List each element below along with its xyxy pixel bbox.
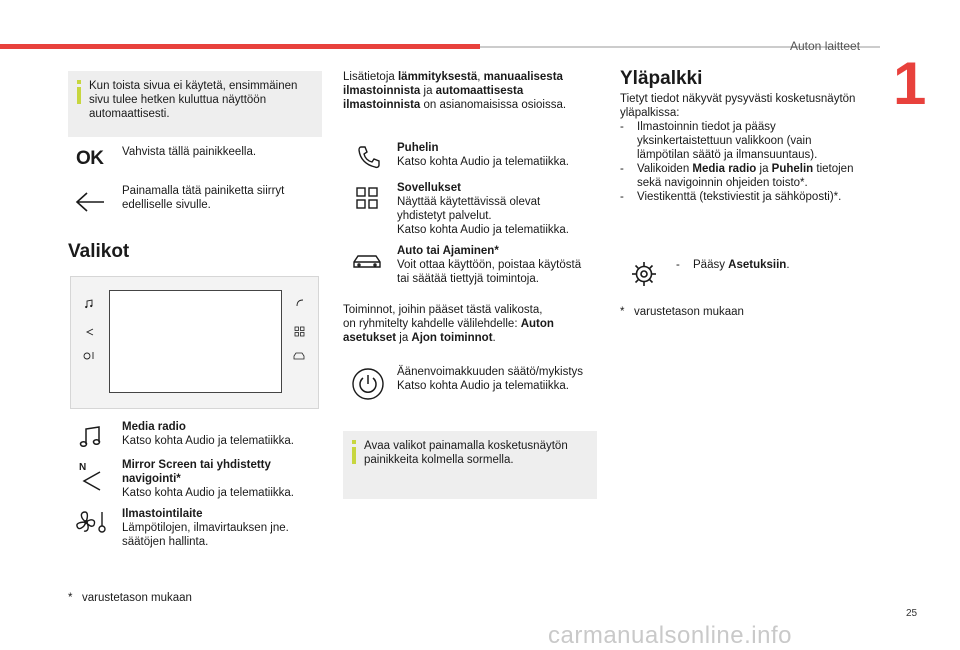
bullet-dash: - [620,163,624,175]
car-desc-line1: Voit ottaa käyttöön, poistaa käytöstä [397,259,582,271]
phone-icon [356,144,382,170]
intro-line3: ilmastoinnista on asianomaisissa osioissa. [343,99,567,111]
bullet2-line1: Valikoiden Media radio ja Puhelin tietojen [637,163,854,175]
mirror-screen-title-line2: navigointi* [122,473,181,485]
touchscreen-illustration [70,276,319,409]
car-title: Auto tai Ajaminen* [397,245,499,257]
media-radio-title: Media radio [122,421,186,433]
bullet2-line2: sekä navigoinnin ohjeiden toisto*. [637,177,808,189]
info-box-three-fingers [343,431,597,499]
info-icon [352,440,356,464]
section-title: Auton laitteet [790,39,861,53]
mirror-screen-title-line1: Mirror Screen tai yhdistetty [122,459,271,471]
info-icon [77,80,81,104]
top-bar-heading: Yläpalkki [620,68,703,89]
climate-desc-line1: Lämpötilojen, ilmavirtauksen jne. [122,522,289,534]
phone-title: Puhelin [397,142,439,154]
ok-description: Vahvista tällä painikkeella. [122,146,257,158]
bullet-dash: - [620,121,624,133]
back-arrow-icon [74,190,106,214]
phone-icon [295,298,305,308]
settings-description: Pääsy Asetuksiin. [693,259,790,271]
climate-fan-icon [74,509,108,535]
bullet-dash: - [620,191,624,203]
footnote-text: varustetason mukaan [82,592,192,604]
header-red-bar [0,44,480,49]
page-number: 25 [906,608,918,619]
power-button-icon [351,367,385,401]
footnote-star: * [620,306,625,318]
bullet3-line1: Viestikenttä (tekstiviestit ja sähköposti)*. [637,191,842,203]
climate-desc-line2: säätöjen hallinta. [122,536,209,548]
bullet1-line3: lämpötilan säätö ja ilmansuuntaus). [637,149,818,161]
screen-display [109,290,282,393]
gear-icon [630,260,658,288]
functions-line2: on ryhmitelty kahdelle välilehdelle: Auton [343,318,554,330]
footnote-text: varustetason mukaan [634,306,744,318]
bullet1-line2: yksinkertaistettuun valikkoon (vain [637,135,812,147]
music-note-icon [78,425,102,449]
climate-title: Ilmastointilaite [122,508,203,520]
intro-line2: ilmastoinnista ja automaattisesta [343,85,524,97]
intro-line1: Lisätietoja lämmityksestä, manuaalisesta [343,71,563,83]
navigation-icon [85,327,95,337]
phone-desc: Katso kohta Audio ja telematiikka. [397,156,569,168]
apps-title: Sovellukset [397,182,461,194]
menus-heading: Valikot [68,241,130,262]
ok-icon: OK [76,148,104,169]
apps-desc-line3: Katso kohta Audio ja telematiikka. [397,224,569,236]
svg-text:N: N [79,462,87,473]
watermark: carmanualsonline.info [548,622,792,649]
media-radio-desc: Katso kohta Audio ja telematiikka. [122,435,294,447]
car-desc-line2: tai säätää tiettyjä toimintoja. [397,273,539,285]
info-box-auto-return [68,71,322,137]
functions-line1: Toiminnot, joihin pääset tästä valikosta, [343,304,543,316]
back-description-line1: Painamalla tätä painiketta siirryt [122,185,285,197]
apps-desc-line2: yhdistetyt palvelut. [397,210,492,222]
top-bar-intro-line1: Tietyt tiedot näkyvät pysyvästi kosketusnäytön [620,93,856,105]
climate-fan-icon [83,351,95,361]
info-note: Avaa valikot painamalla kosketusnäytön painikkeita kolmella sormella. [364,440,568,466]
back-description-line2: edelliselle sivulle. [122,199,211,211]
mirror-navigation-icon [78,460,104,492]
power-desc-line2: Katso kohta Audio ja telematiikka. [397,380,569,392]
apps-desc-line1: Näyttää käytettävissä olevat [397,196,541,208]
chapter-number: 1 [893,50,927,117]
footnote-star: * [68,592,73,604]
functions-line3: asetukset ja Ajon toiminnot. [343,332,496,344]
apps-grid-icon [356,187,378,209]
top-bar-intro-line2: yläpalkissa: [620,107,680,119]
settings-dash: - [676,259,680,271]
mirror-screen-desc: Katso kohta Audio ja telematiikka. [122,487,294,499]
car-icon [352,253,382,271]
power-desc-line1: Äänenvoimakkuuden säätö/mykistys [397,366,584,378]
info-note: Kun toista sivua ei käytetä, ensimmäinen sivu tulee hetken kuluttua näyttöön automaattisesti. [89,80,298,120]
apps-grid-icon [294,326,305,337]
bullet1-line1: Ilmastoinnin tiedot ja pääsy [637,121,776,133]
car-icon [293,352,305,361]
music-note-icon [84,299,94,309]
